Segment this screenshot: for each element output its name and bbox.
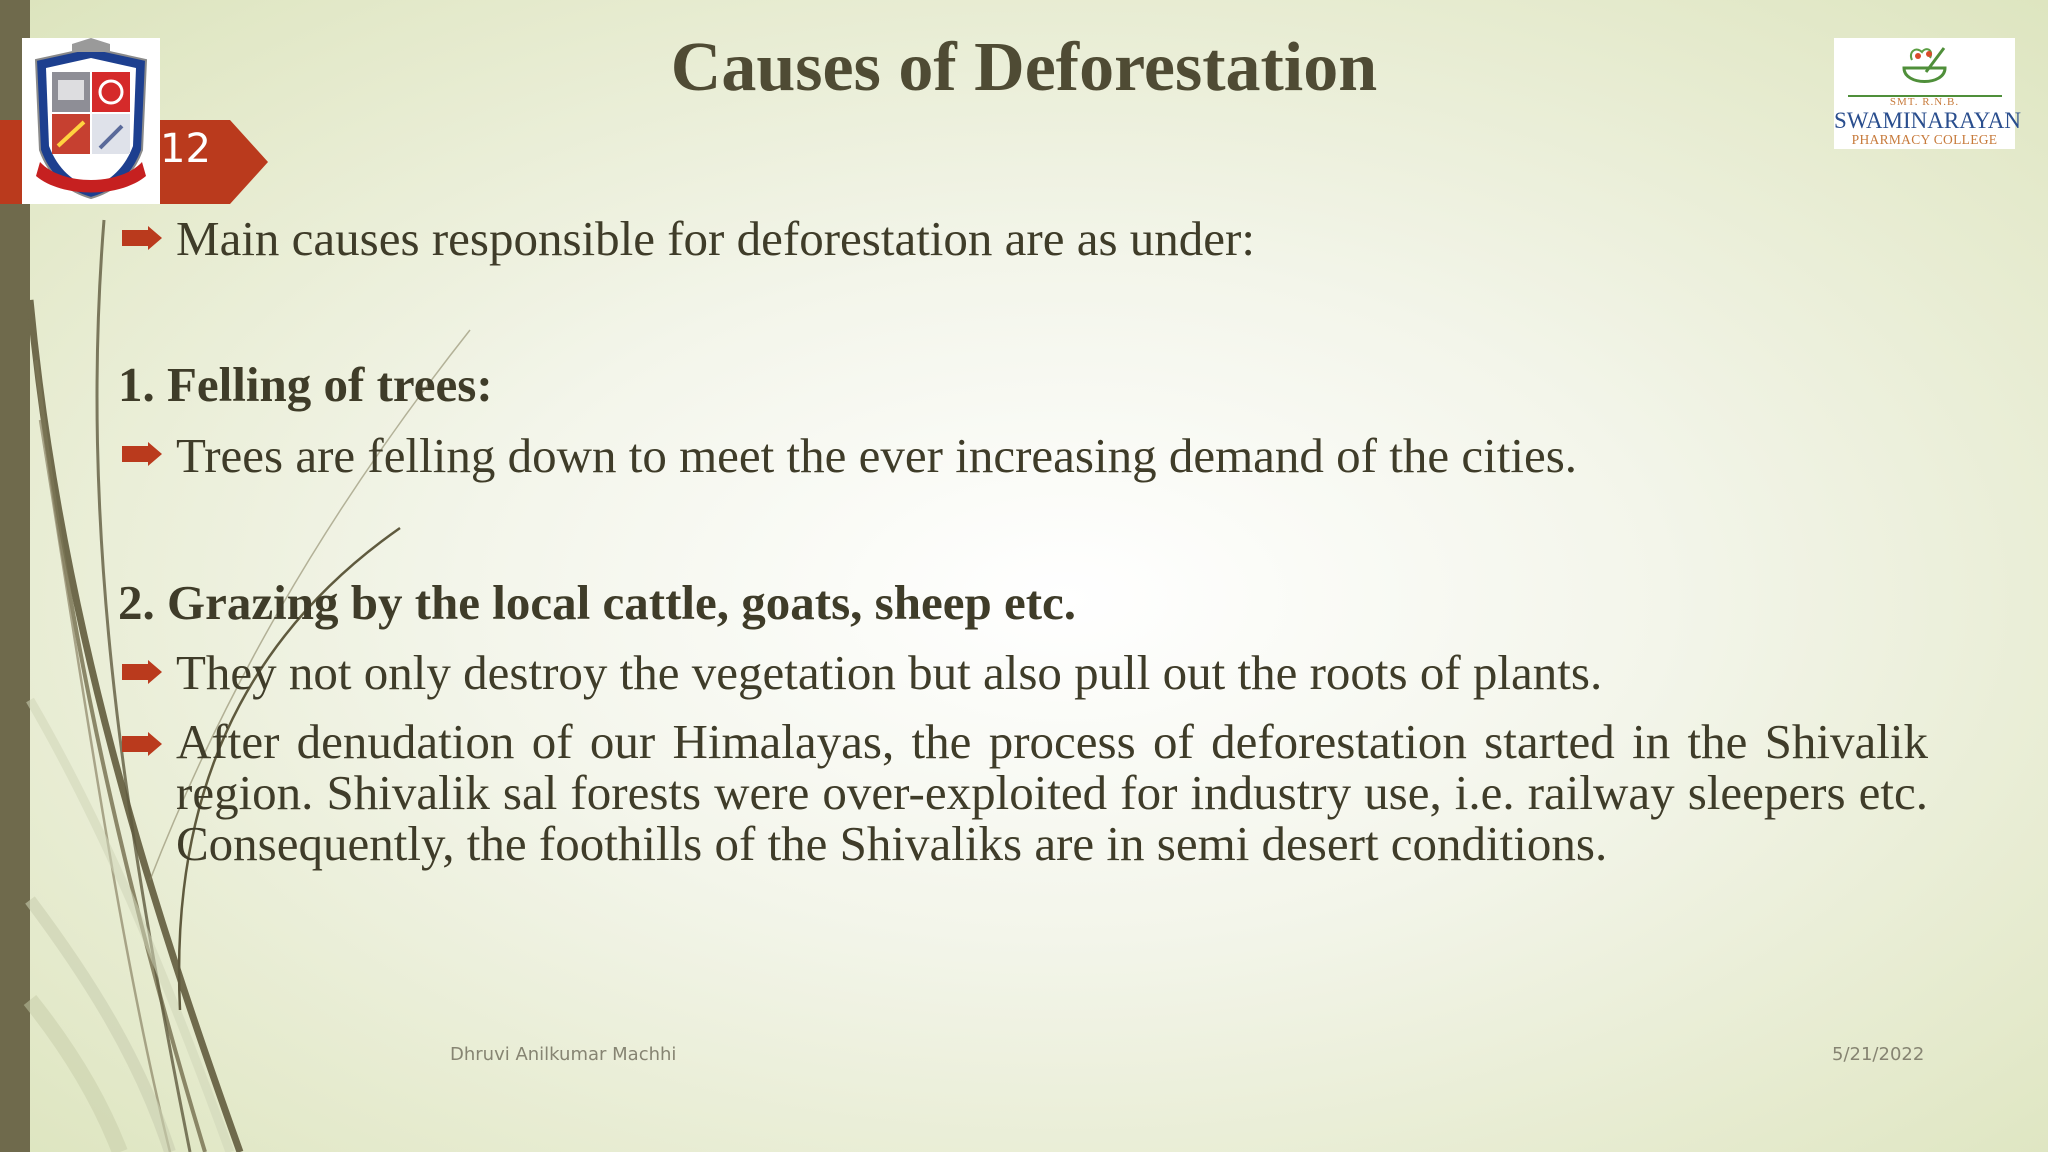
arrow-bullet-icon <box>120 442 164 466</box>
footer-author: Dhruvi Anilkumar Machhi <box>450 1044 677 1065</box>
arrow-bullet-icon <box>120 732 164 756</box>
slide-number: 12 <box>160 126 211 172</box>
college-logo-small-text: SMT. R.N.B. <box>1889 96 1960 108</box>
college-logo <box>1834 38 2022 149</box>
mortar-pestle-icon <box>1834 38 2015 98</box>
section1-bullet: Trees are felling down to meet the ever increasing demand of the cities. <box>176 428 1578 483</box>
university-crest-icon <box>22 38 160 204</box>
section1-heading: 1. Felling of trees: <box>118 357 493 412</box>
college-logo-subtitle: PHARMACY COLLEGE <box>1851 132 1998 147</box>
section2-bullet-1: They not only destroy the vegetation but also pull out the roots of plants. <box>176 645 1603 700</box>
university-logo <box>22 38 160 204</box>
slide-title: Causes of Deforestation <box>670 29 1378 106</box>
college-logo-brand: SWAMINARAYAN <box>1834 108 2022 133</box>
intro-text: Main causes responsible for deforestation are as under: <box>176 211 1255 266</box>
arrow-bullet-icon <box>120 660 164 684</box>
footer-date: 5/21/2022 <box>1832 1044 1925 1065</box>
arrow-bullet-icon <box>120 226 164 250</box>
section2-bullet-2: After denudation of our Himalayas, the process of deforestation started in the Shivalik region. Shivalik sal forests were over-exploited for industry use, i.e. railway sleepers etc. Consequently, the foothills of the Shivaliks are in semi desert conditions. <box>176 714 1928 871</box>
section2-heading: 2. Grazing by the local cattle, goats, sheep etc. <box>118 575 1077 630</box>
